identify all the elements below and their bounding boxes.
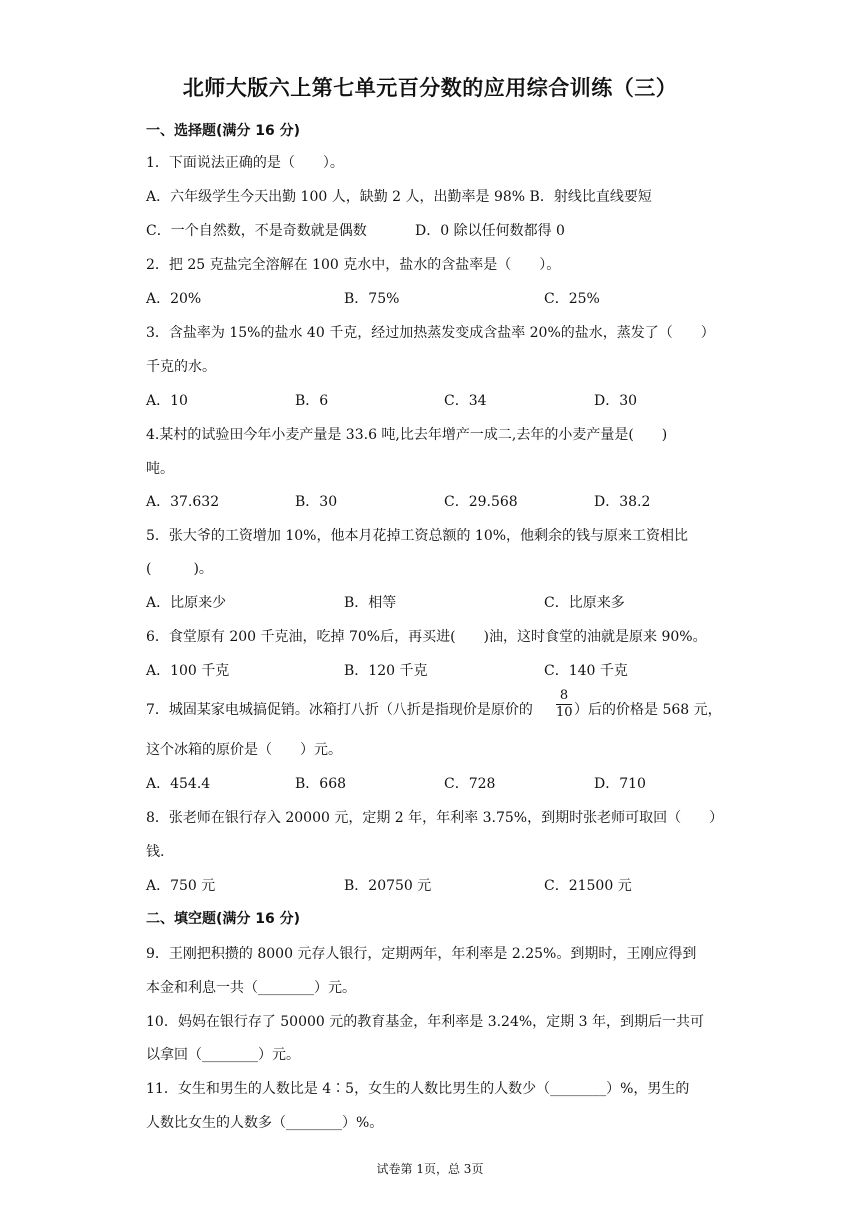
question-1-option-c: C．一个自然数，不是奇数就是偶数 <box>146 223 367 239</box>
question-7-option-d: D．710 <box>594 776 646 792</box>
question-5-option-c: C．比原来多 <box>544 595 625 611</box>
question-7-option-a: A．454.4 <box>146 776 211 792</box>
question-2-option-b: B．75% <box>344 291 400 307</box>
question-10-stem-line2: 以拿回（________）元。 <box>146 1047 300 1063</box>
page-footer: 试卷第 1页，总 3页 <box>376 1162 484 1176</box>
question-2-option-c: C．25% <box>544 291 600 307</box>
question-2-option-a: A．20% <box>146 291 202 307</box>
question-7-option-c: C．728 <box>444 776 496 792</box>
question-3-option-d: D．30 <box>594 393 638 409</box>
question-4-option-a: A．37.632 <box>146 494 220 510</box>
question-7-stem-line2: 这个冰箱的原价是（ ）元。 <box>146 742 342 758</box>
section-heading-choice: 一、选择题(满分 16 分) <box>146 123 301 139</box>
question-8-stem-line2: 钱. <box>146 844 165 860</box>
question-7-option-b: B．668 <box>295 776 347 792</box>
question-6-option-a: A．100 千克 <box>146 663 230 679</box>
question-4-option-d: D．38.2 <box>594 494 651 510</box>
page-title: 北师大版六上第七单元百分数的应用综合训练（三） <box>182 76 678 100</box>
question-9-stem-line2: 本金和利息一共（________）元。 <box>146 980 356 996</box>
question-8-option-c: C．21500 元 <box>544 878 632 894</box>
question-3-option-b: B．6 <box>295 393 329 409</box>
question-4-stem-line2: 吨。 <box>146 461 174 477</box>
question-7-stem-line1a: 7．城固某家电城搞促销。冰箱打八折（八折是指现价是原价的 <box>146 702 533 718</box>
question-3-stem-line1: 3．含盐率为 15%的盐水 40 千克，经过加热蒸发变成含盐率 20%的盐水，蒸发了（ ） <box>146 325 715 341</box>
question-6-option-b: B．120 千克 <box>344 663 428 679</box>
question-7-stem-line1b: ）后的价格是 568 元， <box>574 702 722 718</box>
question-11-stem-line1: 11．女生和男生的人数比是 4∶5，女生的人数比男生的人数少（________）%，男生的 <box>146 1081 690 1097</box>
question-6-stem: 6．食堂原有 200 千克油，吃掉 70%后，再买进( )油，这时食堂的油就是原来 90%。 <box>146 629 707 645</box>
section-heading-fill: 二、填空题(满分 16 分) <box>146 911 301 927</box>
question-5-option-a: A．比原来少 <box>146 595 227 611</box>
question-4-option-b: B．30 <box>295 494 338 510</box>
question-3-stem-line2: 千克的水。 <box>146 359 216 375</box>
question-5-stem-line1: 5．张大爷的工资增加 10%，他本月花掉工资总额的 10%，他剩余的钱与原来工资相比 <box>146 528 689 544</box>
question-1-stem: 1．下面说法正确的是（ ）。 <box>146 155 344 171</box>
question-3-option-a: A．10 <box>146 393 188 409</box>
fraction-denominator: 10 <box>556 705 573 720</box>
question-5-stem-line2: ( )。 <box>146 561 213 577</box>
question-1-options-ab: A．六年级学生今天出勤 100 人，缺勤 2 人，出勤率是 98% B．射线比直线要短 <box>146 189 652 205</box>
question-6-option-c: C．140 千克 <box>544 663 628 679</box>
question-8-option-b: B．20750 元 <box>344 878 432 894</box>
question-1-option-d: D．0 除以任何数都得 0 <box>415 223 565 239</box>
fraction-eight-tenths <box>556 688 572 721</box>
question-11-stem-line2: 人数比女生的人数多（________）%。 <box>146 1115 384 1131</box>
question-3-option-c: C．34 <box>444 393 487 409</box>
question-5-option-b: B．相等 <box>344 595 397 611</box>
question-2-stem: 2．把 25 克盐完全溶解在 100 克水中，盐水的含盐率是（ ）。 <box>146 257 561 273</box>
question-8-stem-line1: 8．张老师在银行存入 20000 元，定期 2 年，年利率 3.75%，到期时张老师可取回（ ） <box>146 810 724 826</box>
question-4-stem-line1: 4.某村的试验田今年小麦产量是 33.6 吨,比去年增产一成二,去年的小麦产量是( ) <box>146 427 668 443</box>
question-4-option-c: C．29.568 <box>444 494 518 510</box>
question-10-stem-line1: 10．妈妈在银行存了 50000 元的教育基金，年利率是 3.24%，定期 3 年，到期后一共可 <box>146 1014 704 1030</box>
question-8-option-a: A．750 元 <box>146 878 216 894</box>
question-9-stem-line1: 9．王刚把积攒的 8000 元存人银行，定期两年，年利率是 2.25%。到期时，王刚应得到 <box>146 946 697 962</box>
fraction-numerator: 8 <box>556 688 572 705</box>
